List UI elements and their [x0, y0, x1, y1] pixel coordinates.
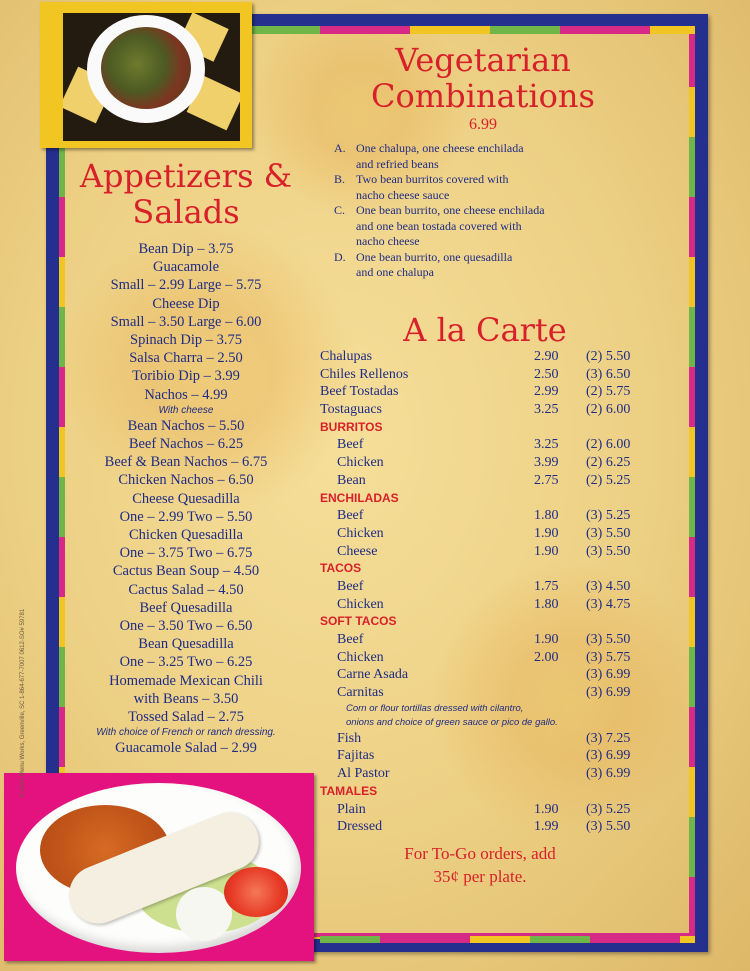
item-name: Plain	[337, 801, 366, 817]
item-price-multi: (3) 6.50	[586, 366, 631, 382]
item-price-single: 3.99	[534, 455, 559, 471]
vegetarian-combo-item	[318, 172, 648, 203]
item-price-single: 1.90	[534, 525, 559, 541]
frame-bottom-stripe	[320, 936, 695, 943]
appetizer-note: With choice of French or ranch dressing.	[96, 727, 276, 739]
menu-item-row	[320, 747, 650, 765]
combo-letter: B.	[334, 172, 346, 186]
item-price-single: 2.99	[534, 384, 559, 400]
item-price-multi: (3) 5.50	[586, 632, 631, 647]
item-name: Beef	[337, 578, 364, 594]
item-price-single: 2.90	[534, 349, 559, 364]
a-la-carte-section	[320, 312, 650, 836]
vegetarian-combo-item	[318, 141, 648, 172]
menu-item-row	[320, 383, 650, 401]
category-heading	[320, 613, 650, 631]
item-price-multi: (2) 6.00	[586, 402, 631, 418]
item-name: Fajitas	[337, 748, 375, 764]
appetizer-item: One – 2.99 Two – 5.50	[119, 508, 253, 525]
item-price-single: 1.80	[534, 596, 559, 612]
item-price-multi: (3) 6.99	[586, 685, 631, 701]
vegetarian-combo-item	[318, 250, 648, 281]
appetizer-item: Guacamole Salad – 2.99	[115, 740, 257, 757]
item-price-single: 2.50	[534, 366, 559, 382]
item-price-single: 1.90	[534, 632, 559, 647]
item-price-multi: (3) 5.50	[586, 543, 631, 559]
menu-item-row	[320, 596, 650, 614]
item-price-multi: (3) 4.50	[586, 578, 631, 594]
to-go-note	[340, 842, 620, 888]
appetizer-item: Cheese Dip	[152, 295, 220, 312]
category-heading	[320, 419, 650, 437]
item-price-multi: (3) 5.75	[586, 649, 631, 665]
salsa-bowl-photo	[40, 2, 252, 148]
appetizer-item: One – 3.25 Two – 6.25	[119, 654, 253, 671]
item-price-multi: (3) 5.50	[586, 819, 631, 835]
item-name: Fish	[337, 730, 362, 746]
menu-item-row	[320, 348, 650, 366]
appetizer-item: Bean Quesadilla	[138, 636, 234, 653]
appetizers-title-line1: Appetizers &	[79, 157, 293, 195]
item-name: Beef Tostadas	[320, 384, 399, 400]
item-price-single: 1.90	[534, 801, 559, 817]
vegetarian-price: 6.99	[469, 116, 497, 133]
item-price-multi: (3) 5.25	[586, 508, 631, 524]
category-name: BURRITOS	[320, 419, 383, 434]
item-price-multi: (2) 6.00	[586, 437, 631, 453]
item-price-multi: (3) 6.99	[586, 748, 631, 764]
appetizer-item: Chicken Nachos – 6.50	[118, 472, 254, 489]
item-name: Tostaguacs	[320, 402, 383, 418]
menu-item-row	[320, 818, 650, 836]
item-price-multi: (3) 6.99	[586, 667, 631, 683]
menu-item-row	[320, 454, 650, 472]
category-name: ENCHILADAS	[320, 490, 399, 505]
to-go-line2: 35¢ per plate.	[433, 867, 527, 886]
appetizer-item: Spinach Dip – 3.75	[130, 332, 242, 349]
appetizer-item: Cactus Salad – 4.50	[128, 581, 244, 598]
appetizer-item: Small – 2.99 Large – 5.75	[110, 277, 262, 294]
combo-letter: C.	[334, 203, 346, 217]
item-name: Beef	[337, 632, 364, 647]
item-price-multi: (3) 5.50	[586, 525, 631, 541]
item-price-multi: (3) 7.25	[586, 730, 631, 746]
appetizers-title-line2: Salads	[132, 193, 240, 231]
item-price-single: 2.75	[534, 472, 559, 488]
burrito-plate-photo	[4, 773, 314, 961]
a-la-carte-list	[320, 348, 650, 836]
menu-item-row	[320, 507, 650, 525]
vegetarian-title-line1: Vegetarian	[395, 41, 571, 79]
copyright-text: © 2012 Menu Works, Greenville, SC 1-864-677-7007 0612-SO# 59781	[20, 608, 26, 798]
appetizer-item: One – 3.75 Two – 6.75	[119, 545, 253, 562]
item-name: Chiles Rellenos	[320, 366, 409, 382]
category-name: SOFT TACOS	[320, 614, 397, 629]
menu-item-row	[320, 525, 650, 543]
item-price-multi: (2) 5.75	[586, 384, 631, 400]
item-name: Al Pastor	[337, 766, 390, 782]
menu-item-row	[320, 666, 650, 684]
a-la-carte-title: A la Carte	[403, 311, 567, 349]
item-name: Dressed	[337, 819, 383, 835]
appetizer-item: Salsa Charra – 2.50	[129, 350, 243, 367]
appetizers-section	[70, 158, 302, 757]
category-heading	[320, 560, 650, 578]
appetizer-item: Toribio Dip – 3.99	[132, 368, 240, 385]
item-price-multi: (3) 4.75	[586, 596, 631, 612]
appetizer-item: Chicken Quesadilla	[129, 527, 243, 544]
item-price-multi: (2) 5.25	[586, 472, 631, 488]
category-name: TAMALES	[320, 783, 378, 798]
item-price-single: 3.25	[534, 437, 559, 453]
item-price-multi: (3) 6.99	[586, 766, 631, 782]
menu-item-row	[320, 472, 650, 490]
item-price-multi: (2) 6.25	[586, 455, 631, 471]
item-name: Chalupas	[320, 349, 373, 364]
category-heading	[320, 783, 650, 801]
vegetarian-combo-item	[318, 203, 648, 250]
combo-description: One bean burrito, one cheese enchilada and one bean tostada covered with nacho cheese	[356, 203, 545, 248]
appetizer-item: One – 3.50 Two – 6.50	[119, 618, 253, 635]
item-name: Beef	[337, 508, 364, 524]
appetizers-title	[70, 158, 302, 230]
menu-item-row	[320, 401, 650, 419]
menu-item-row	[320, 543, 650, 561]
item-name: Chicken	[337, 596, 384, 612]
appetizer-item: Tossed Salad – 2.75	[128, 709, 244, 726]
menu-item-row	[320, 730, 650, 748]
menu-item-row	[320, 684, 650, 702]
menu-item-row	[320, 649, 650, 667]
item-price-single: 3.25	[534, 402, 559, 418]
combo-description: One bean burrito, one quesadilla and one chalupa	[356, 249, 513, 279]
item-price-single: 1.90	[534, 543, 559, 559]
item-name: Carnitas	[337, 685, 384, 701]
appetizer-item: Cheese Quesadilla	[132, 490, 240, 507]
item-price-single: 1.75	[534, 578, 559, 594]
menu-item-row	[320, 366, 650, 384]
appetizer-item: Small – 3.50 Large – 6.00	[110, 313, 262, 330]
menu-item-row	[320, 765, 650, 783]
appetizer-item: Bean Dip – 3.75	[138, 241, 234, 257]
vegetarian-title	[318, 42, 648, 114]
item-price-multi: (3) 5.25	[586, 801, 631, 817]
item-price-multi: (2) 5.50	[586, 349, 631, 364]
menu-item-row	[320, 436, 650, 454]
appetizer-item: Nachos – 4.99	[144, 386, 228, 403]
item-name: Chicken	[337, 525, 384, 541]
appetizer-item: Beef Quesadilla	[139, 599, 233, 616]
item-name: Beef	[337, 437, 364, 453]
soft-taco-note: Corn or flour tortillas dressed with cilantro,	[346, 702, 524, 714]
item-price-single: 2.00	[534, 649, 559, 665]
category-name: TACOS	[320, 561, 362, 576]
appetizers-list	[70, 240, 302, 757]
combo-letter: D.	[334, 249, 346, 264]
menu-item-row	[320, 578, 650, 596]
item-name: Carne Asada	[337, 667, 409, 683]
to-go-line1: For To-Go orders, add	[404, 844, 556, 863]
appetizer-note: With cheese	[158, 404, 214, 416]
appetizer-item: Beef & Bean Nachos – 6.75	[104, 454, 268, 471]
item-name: Chicken	[337, 455, 384, 471]
item-name: Bean	[337, 472, 366, 488]
item-name: Chicken	[337, 649, 384, 665]
appetizer-item: with Beans – 3.50	[133, 690, 239, 707]
vegetarian-section	[318, 42, 648, 281]
item-name: Cheese	[337, 543, 378, 559]
combo-description: Two bean burritos covered with nacho cheese sauce	[356, 172, 509, 202]
appetizer-item: Guacamole	[152, 259, 220, 276]
menu-item-row	[320, 631, 650, 649]
soft-taco-note: onions and choice of green sauce or pico de gallo.	[346, 716, 558, 728]
appetizer-item: Beef Nachos – 6.25	[128, 436, 244, 453]
menu-item-row	[320, 801, 650, 819]
appetizer-item: Cactus Bean Soup – 4.50	[112, 563, 260, 580]
frame-top-stripe	[250, 26, 695, 34]
combo-letter: A.	[334, 141, 346, 155]
appetizer-item: Bean Nachos – 5.50	[127, 417, 245, 434]
combo-description: One chalupa, one cheese enchilada and refried beans	[356, 141, 524, 171]
vegetarian-list	[318, 141, 648, 281]
category-heading	[320, 490, 650, 508]
appetizer-item: Homemade Mexican Chili	[109, 672, 263, 689]
item-price-single: 1.99	[534, 819, 559, 835]
vegetarian-title-line2: Combinations	[371, 77, 595, 115]
item-price-single: 1.80	[534, 508, 559, 524]
